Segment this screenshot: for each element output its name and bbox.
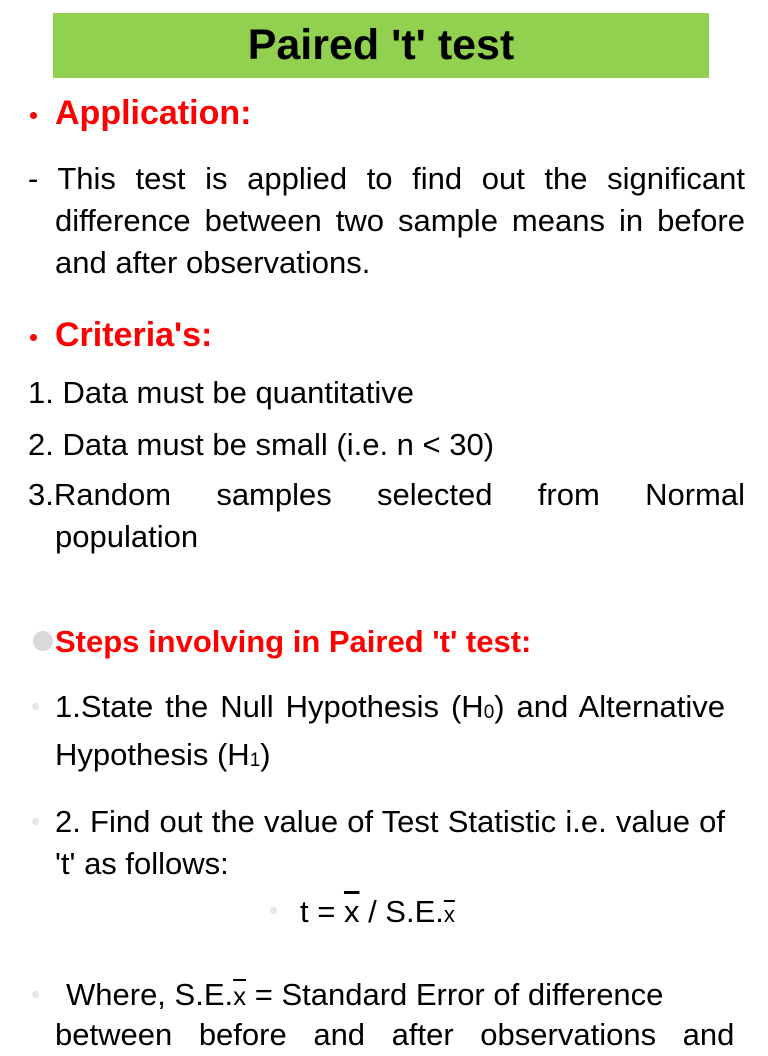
formula-xbar-sub: $\overline{x}$ xyxy=(443,902,455,927)
step-1-text-b: ) and Alternative Hypothesis (H xyxy=(55,689,726,772)
subscript-1: 1 xyxy=(249,750,261,771)
criteria-item-3 xyxy=(28,474,745,558)
bullet-icon xyxy=(30,112,37,119)
title-banner xyxy=(53,13,709,78)
page-title: Paired 't' test xyxy=(247,21,515,69)
formula-lhs: t = xyxy=(300,894,344,929)
where-prefix: Where, S.E. xyxy=(66,977,234,1012)
step-1-text-c: ) xyxy=(260,737,271,772)
bullet-icon xyxy=(32,703,39,710)
where-line xyxy=(66,974,663,1017)
step-1 xyxy=(55,686,725,782)
subscript-0: 0 xyxy=(483,702,495,723)
criteria-item-2: 2. Data must be small (i.e. n < 30) xyxy=(28,427,495,462)
application-heading: Application: xyxy=(55,94,252,132)
formula-xbar: $\overline{x}$ xyxy=(343,894,360,929)
application-text-content: - This test is applied to find out the significant difference between two sample means in before and after observations. xyxy=(28,161,745,280)
bullet-icon xyxy=(30,334,37,341)
application-text xyxy=(28,158,745,284)
where-line-continued: between before and after observations and xyxy=(55,1017,735,1052)
where-xbar: $\overline{x}$ xyxy=(233,981,247,1011)
bullet-icon xyxy=(33,631,53,651)
criteria-item-1: 1. Data must be quantitative xyxy=(28,375,415,410)
criteria-item-3-text: 3.Random samples selected from Normal population xyxy=(28,477,745,554)
bullet-icon xyxy=(32,991,39,998)
where-text: = Standard Error of difference xyxy=(246,977,664,1012)
formula xyxy=(300,891,455,936)
formula-mid: / S.E. xyxy=(359,894,444,929)
step-2: 2. Find out the value of Test Statistic i.e. value of 't' as follows: xyxy=(55,804,725,881)
bullet-icon xyxy=(32,818,39,825)
steps-heading: Steps involving in Paired 't' test: xyxy=(55,624,532,659)
bullet-icon xyxy=(270,907,277,914)
step-1-text-a: 1.State the Null Hypothesis (H xyxy=(55,689,484,724)
criteria-heading: Criteria's: xyxy=(55,316,213,354)
